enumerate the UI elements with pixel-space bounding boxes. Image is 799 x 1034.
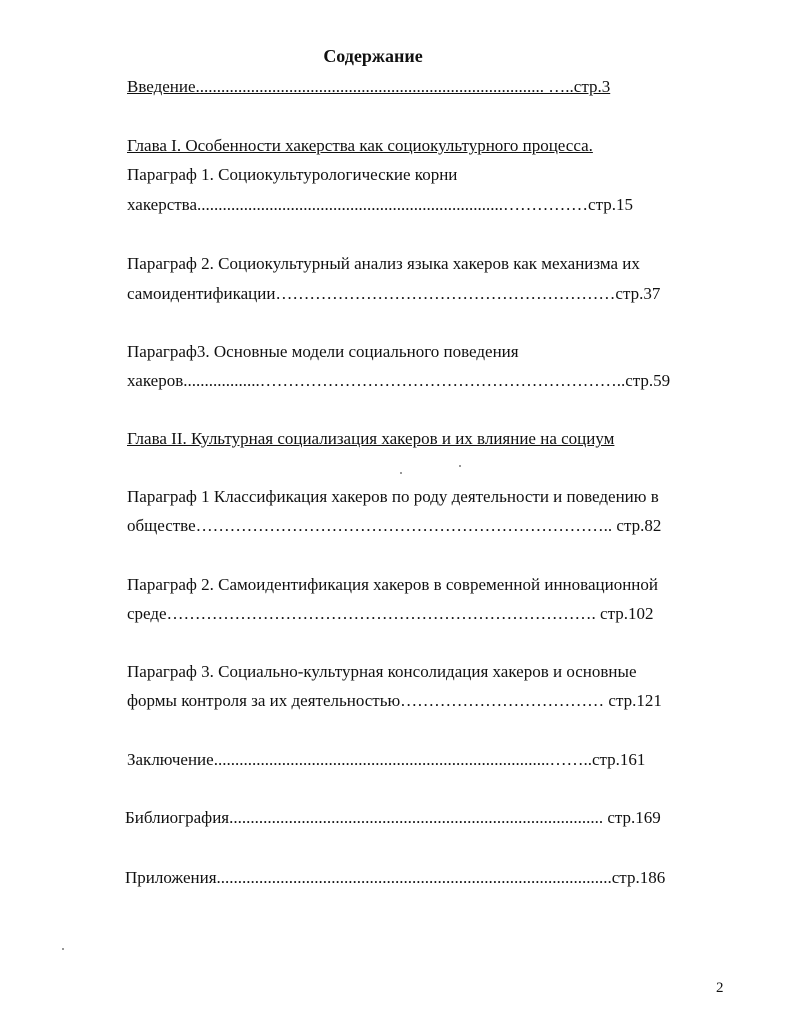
toc-ch2-paragraph-2-page: среде…………………………………………………………………. стр.102 (127, 604, 654, 623)
scan-speck (400, 472, 402, 474)
toc-ch2-paragraph-1-page: обществе……………………………………………………………….. стр.82 (127, 516, 662, 535)
toc-entry-appendix: Приложения.............................................................................................стр.186 (125, 868, 666, 887)
toc-ch2-paragraph-3-page: формы контроля за их деятельностью……………………………… стр.121 (127, 691, 662, 710)
toc-ch1-paragraph-2-title: Параграф 2. Социокультурный анализ языка хакеров как механизма их (127, 254, 640, 273)
scan-speck (62, 948, 64, 950)
toc-entry-conclusion: Заключение...............................................................................……..стр.161 (127, 750, 646, 769)
toc-ch2-paragraph-3-title: Параграф 3. Социально-культурная консолидация хакеров и основные (127, 662, 637, 681)
toc-ch2-paragraph-2-title: Параграф 2. Самоидентификация хакеров в современной инновационной (127, 575, 658, 594)
toc-chapter-2-title: Глава II. Культурная социализация хакеров и их влияние на социум (127, 429, 615, 448)
toc-entry-introduction: Введение.................................................................................. …..стр.3 (127, 77, 611, 96)
toc-chapter-1-title: Глава I. Особенности хакерства как социокультурного процесса. (127, 136, 593, 155)
scan-speck (459, 465, 461, 467)
toc-ch1-paragraph-1-title: Параграф 1. Социокультурологические корни (127, 165, 458, 184)
toc-ch1-paragraph-1-page: хакерства........................................................................……………стр.15 (127, 195, 633, 214)
page-title: Содержание (323, 46, 423, 66)
toc-ch1-paragraph-3-title: Параграф3. Основные модели социального поведения (127, 342, 519, 361)
toc-ch1-paragraph-2-page: самоидентификации……………………………………………………стр.37 (127, 284, 661, 303)
page-number: 2 (716, 980, 724, 996)
toc-entry-bibliography: Библиография........................................................................................ стр.169 (125, 808, 661, 827)
toc-ch2-paragraph-1-title: Параграф 1 Классификация хакеров по роду деятельности и поведению в (127, 487, 659, 506)
toc-ch1-paragraph-3-page: хакеров..................………………………………………………………..стр.59 (127, 371, 671, 390)
